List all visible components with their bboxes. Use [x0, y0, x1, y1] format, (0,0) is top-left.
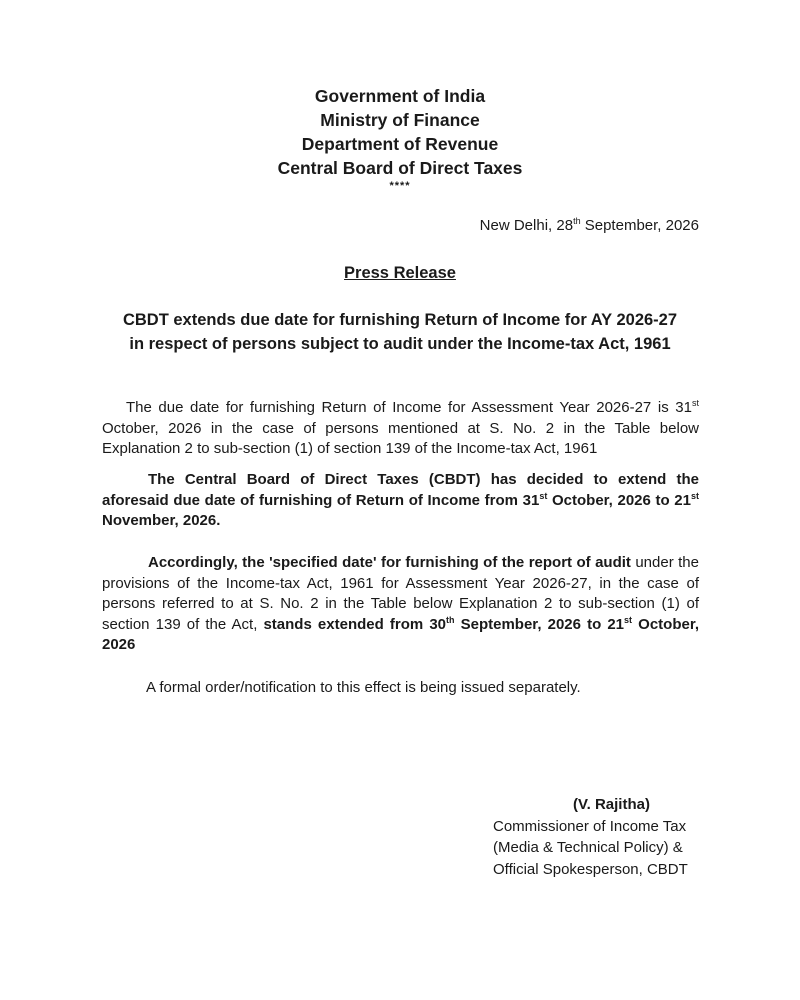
- press-release-heading: Press Release: [344, 264, 456, 282]
- para3-text-e: October, 2026: [102, 615, 700, 653]
- para3-text-a: Accordingly, the 'specified date' for furnishing of the report of audit: [148, 554, 631, 571]
- para3-ordinal-1: th: [446, 614, 455, 625]
- paragraph-formal-order: [102, 678, 699, 699]
- letterhead-government: Government of India: [314, 86, 486, 106]
- dateline-place-day: New Delhi, 28: [479, 217, 574, 234]
- para2-text-b: October, 2026 to 21: [547, 491, 691, 509]
- para2-text-a: The Central Board of Direct Taxes (CBDT) has decided to extend the aforesaid due date of furnishing of Return of Income from 31: [102, 471, 699, 509]
- para3-text-c: stands extended from 30: [263, 615, 447, 633]
- paragraph-due-date: [102, 398, 699, 460]
- para2-ordinal-1: st: [539, 490, 548, 501]
- dateline-month-year: September, 2026: [580, 217, 699, 234]
- para2-ordinal-2: st: [691, 490, 700, 501]
- signatory-title-2: (Media & Technical Policy) &: [493, 839, 683, 856]
- dateline: [480, 216, 699, 236]
- para3-ordinal-2: st: [624, 614, 633, 625]
- para3-text-d: September, 2026 to 21: [454, 615, 625, 633]
- subject-line-2: in respect of persons subject to audit under the Income-tax Act, 1961: [129, 335, 671, 353]
- signatory-title-1: Commissioner of Income Tax: [493, 817, 687, 835]
- para1-text-b: October, 2026 in the case of persons mentioned at S. No. 2 in the Table below Explanation 2 to sub-section (1) of section 139 of the Income-tax Act, 1961: [102, 419, 699, 457]
- paragraph-extension: [102, 470, 699, 532]
- signature-block: [493, 794, 703, 880]
- letterhead-department: Department of Revenue: [301, 134, 499, 154]
- letterhead: [0, 84, 800, 192]
- para3-text-b: under the provisions of the Income-tax Act, 1961 for Assessment Year 2026-27, in the case of persons referred to at S. No. 2 in the Table below Explanation 2 to sub-section (1) of section 139 of the Act,: [102, 554, 699, 633]
- signatory-title-3: Official Spokesperson, CBDT: [493, 860, 688, 878]
- para1-ordinal: st: [691, 398, 699, 408]
- letterhead-ministry: Ministry of Finance: [320, 110, 480, 130]
- para2-text-c: November, 2026.: [102, 512, 221, 529]
- letterhead-board: Central Board of Direct Taxes: [277, 158, 523, 178]
- subject-line-1: CBDT extends due date for furnishing Return of Income for AY 2026-27: [122, 311, 678, 329]
- para1-text-a: The due date for furnishing Return of Income for Assessment Year 2026-27 is 31: [126, 399, 692, 416]
- letterhead-separator: ****: [389, 180, 411, 192]
- paragraph-specified-date: [102, 553, 699, 656]
- subject-heading: [0, 308, 800, 356]
- dateline-ordinal: th: [573, 216, 581, 226]
- signatory-name: (V. Rajitha): [573, 796, 650, 813]
- para4-text: A formal order/notification to this effect is being issued separately.: [146, 679, 581, 696]
